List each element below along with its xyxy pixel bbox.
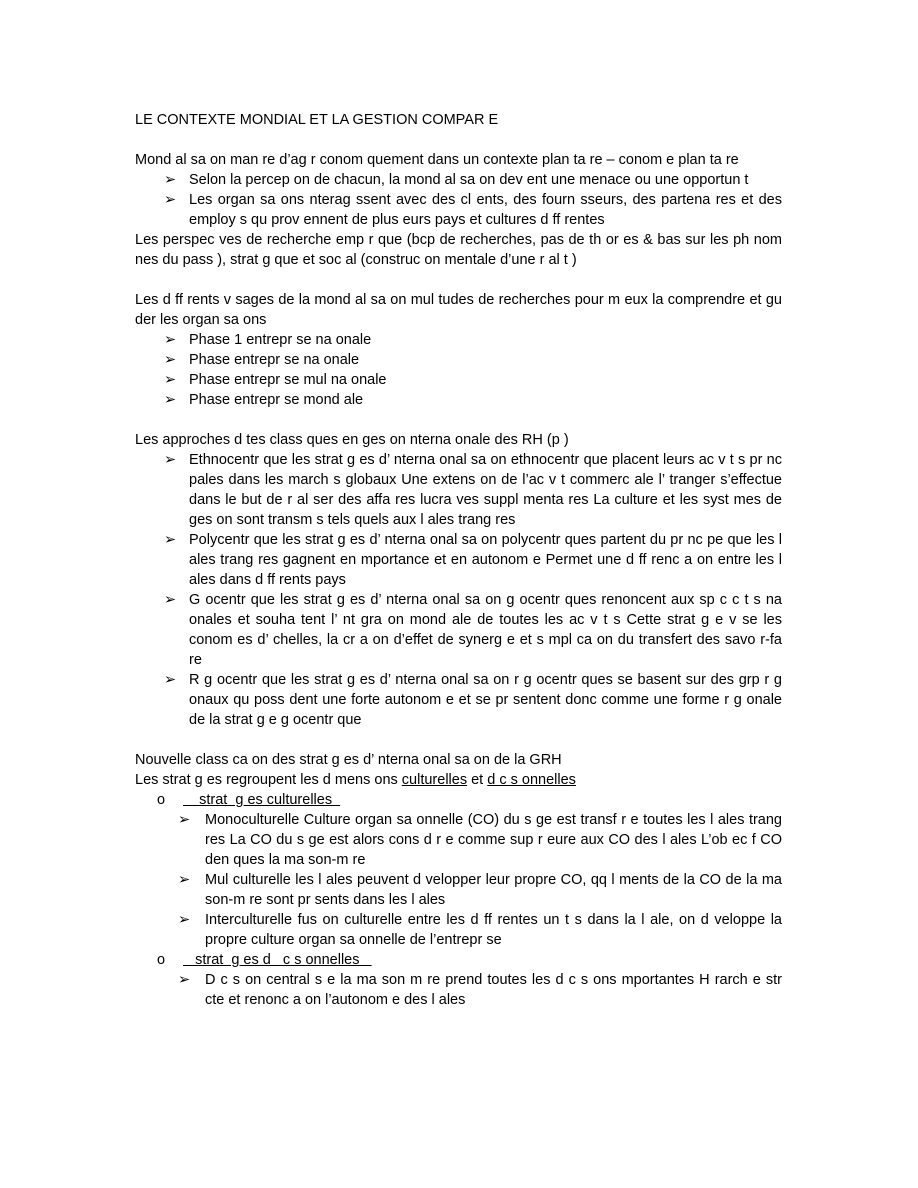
decisional-list bbox=[178, 970, 782, 1010]
arrow-bullet-icon: ➢ bbox=[164, 172, 177, 188]
cultural-list bbox=[178, 810, 782, 950]
arrow-bullet-icon: ➢ bbox=[164, 352, 177, 368]
arrow-bullet-icon: ➢ bbox=[164, 592, 177, 608]
perspectives-paragraph: Les perspec ves de recherche emp r que (bcp de recherches, pas de th or es & bas sur les ph nom nes du pass ), strat g que et soc al (construc on mentale d’une r al t ) bbox=[135, 232, 782, 268]
arrow-bullet-icon: ➢ bbox=[178, 872, 191, 888]
culturelles-link: culturelles bbox=[401, 772, 468, 788]
decisionnelles-link: d c s onnelles bbox=[487, 772, 576, 788]
list-item: ➢ Monoculturelle Culture organ sa onnelle (CO) du s ge est transf r e toutes les l ales trang res La CO du s ge est alors cons d r e comme sup r eure aux CO des l ales L’ob ec f CO den ques la ma son-m re bbox=[178, 812, 782, 868]
arrow-bullet-icon: ➢ bbox=[178, 972, 191, 988]
phases-list bbox=[135, 330, 782, 410]
circle-bullet-icon: o bbox=[157, 952, 166, 968]
strategy-group bbox=[157, 950, 782, 1010]
page-title: LE CONTEXTE MONDIAL ET LA GESTION COMPAR E bbox=[135, 112, 499, 128]
arrow-bullet-icon: ➢ bbox=[178, 912, 191, 928]
list-item: ➢ Mul culturelle les l ales peuvent d velopper leur propre CO, qq l ments de la CO de la ma son-m re sont pr sents dans les l ales bbox=[178, 872, 782, 908]
strategy-group bbox=[157, 790, 782, 950]
circle-bullet-icon: o bbox=[157, 792, 166, 808]
list-item: ➢ Les organ sa ons nterag ssent avec des cl ents, des fourn sseurs, des partena res et des employ s qu prov ennent de plus eurs pays et cultures d ff rentes bbox=[164, 192, 782, 228]
list-item: ➢ Selon la percep on de chacun, la mond al sa on dev ent une menace ou une opportun t bbox=[164, 172, 749, 188]
list-item: ➢ Interculturelle fus on culturelle entre les d ff rentes un t s dans la l ale, on d veloppe la propre culture organ sa onnelle de l’entrepr se bbox=[178, 912, 782, 948]
arrow-bullet-icon: ➢ bbox=[164, 372, 177, 388]
strategy-group-label: strat g es d c s onnelles bbox=[183, 952, 372, 968]
arrow-bullet-icon: ➢ bbox=[164, 392, 177, 408]
nouvelle-line: Les strat g es regroupent les d mens ons culturelles et d c s onnelles bbox=[135, 772, 576, 788]
list-item: ➢ Ethnocentr que les strat g es d’ nterna onal sa on ethnocentr que placent leurs ac v t s pr nc pales dans les march s globaux Une extens on de l’ac v t commerc ale l’ tranger s’effectue dans le but de r al ser des affa res lucra ves suppl menta res La culture et les syst mes de ges on sont transm s tels quels aux l ales trang res bbox=[164, 452, 782, 528]
intro-list bbox=[135, 170, 782, 230]
list-item: ➢ R g ocentr que les strat g es d’ nterna onal sa on r g ocentr ques se basent sur des grp r g onaux qu poss dent une forte autonom e et se pr sentent donc comme une forme r g onale de la strat g e g ocentr que bbox=[164, 672, 782, 728]
arrow-bullet-icon: ➢ bbox=[164, 532, 177, 548]
visages-paragraph: Les d ff rents v sages de la mond al sa on mul tudes de recherches pour m eux la comprendre et gu der les organ sa ons bbox=[135, 292, 782, 328]
approches-paragraph: Les approches d tes class ques en ges on nterna onale des RH (p ) bbox=[135, 432, 569, 448]
arrow-bullet-icon: ➢ bbox=[178, 812, 191, 828]
intro-paragraph: Mond al sa on man re d’ag r conom quement dans un contexte plan ta re – conom e plan ta re bbox=[135, 152, 739, 168]
arrow-bullet-icon: ➢ bbox=[164, 332, 177, 348]
list-item: ➢ Phase entrepr se na onale bbox=[164, 352, 360, 368]
list-item: ➢ Phase entrepr se mond ale bbox=[164, 392, 364, 408]
document-body bbox=[135, 110, 782, 1010]
list-item: ➢ D c s on central s e la ma son m re prend toutes les d c s ons mportantes H rarch e str cte et renonc a on l’autonom e des l ales bbox=[178, 972, 782, 1008]
strategy-group-label: strat g es culturelles bbox=[183, 792, 341, 808]
list-item: ➢ Phase 1 entrepr se na onale bbox=[164, 332, 372, 348]
list-item: ➢ G ocentr que les strat g es d’ nterna onal sa on g ocentr ques renoncent aux sp c c t s na onales et souha tent l’ nt gra on mond ale de toutes les ac v t s Cette strat g e v se les conom es d’ chelles, la cr a on d’effet de synerg e et s mpl ca on du transfert des savo r-fa re bbox=[164, 592, 782, 668]
list-item: ➢ Phase entrepr se mul na onale bbox=[164, 372, 387, 388]
approches-list bbox=[135, 450, 782, 730]
arrow-bullet-icon: ➢ bbox=[164, 192, 177, 208]
arrow-bullet-icon: ➢ bbox=[164, 672, 177, 688]
nouvelle-heading: Nouvelle class ca on des strat g es d’ nterna onal sa on de la GRH bbox=[135, 752, 562, 768]
arrow-bullet-icon: ➢ bbox=[164, 452, 177, 468]
strategies-list bbox=[135, 790, 782, 1010]
list-item: ➢ Polycentr que les strat g es d’ nterna onal sa on polycentr ques partent du pr nc pe que les l ales trang res gagnent en mportance et en autonom e Permet une d ff renc a on entre les l ales dans d ff rents pays bbox=[164, 532, 782, 588]
